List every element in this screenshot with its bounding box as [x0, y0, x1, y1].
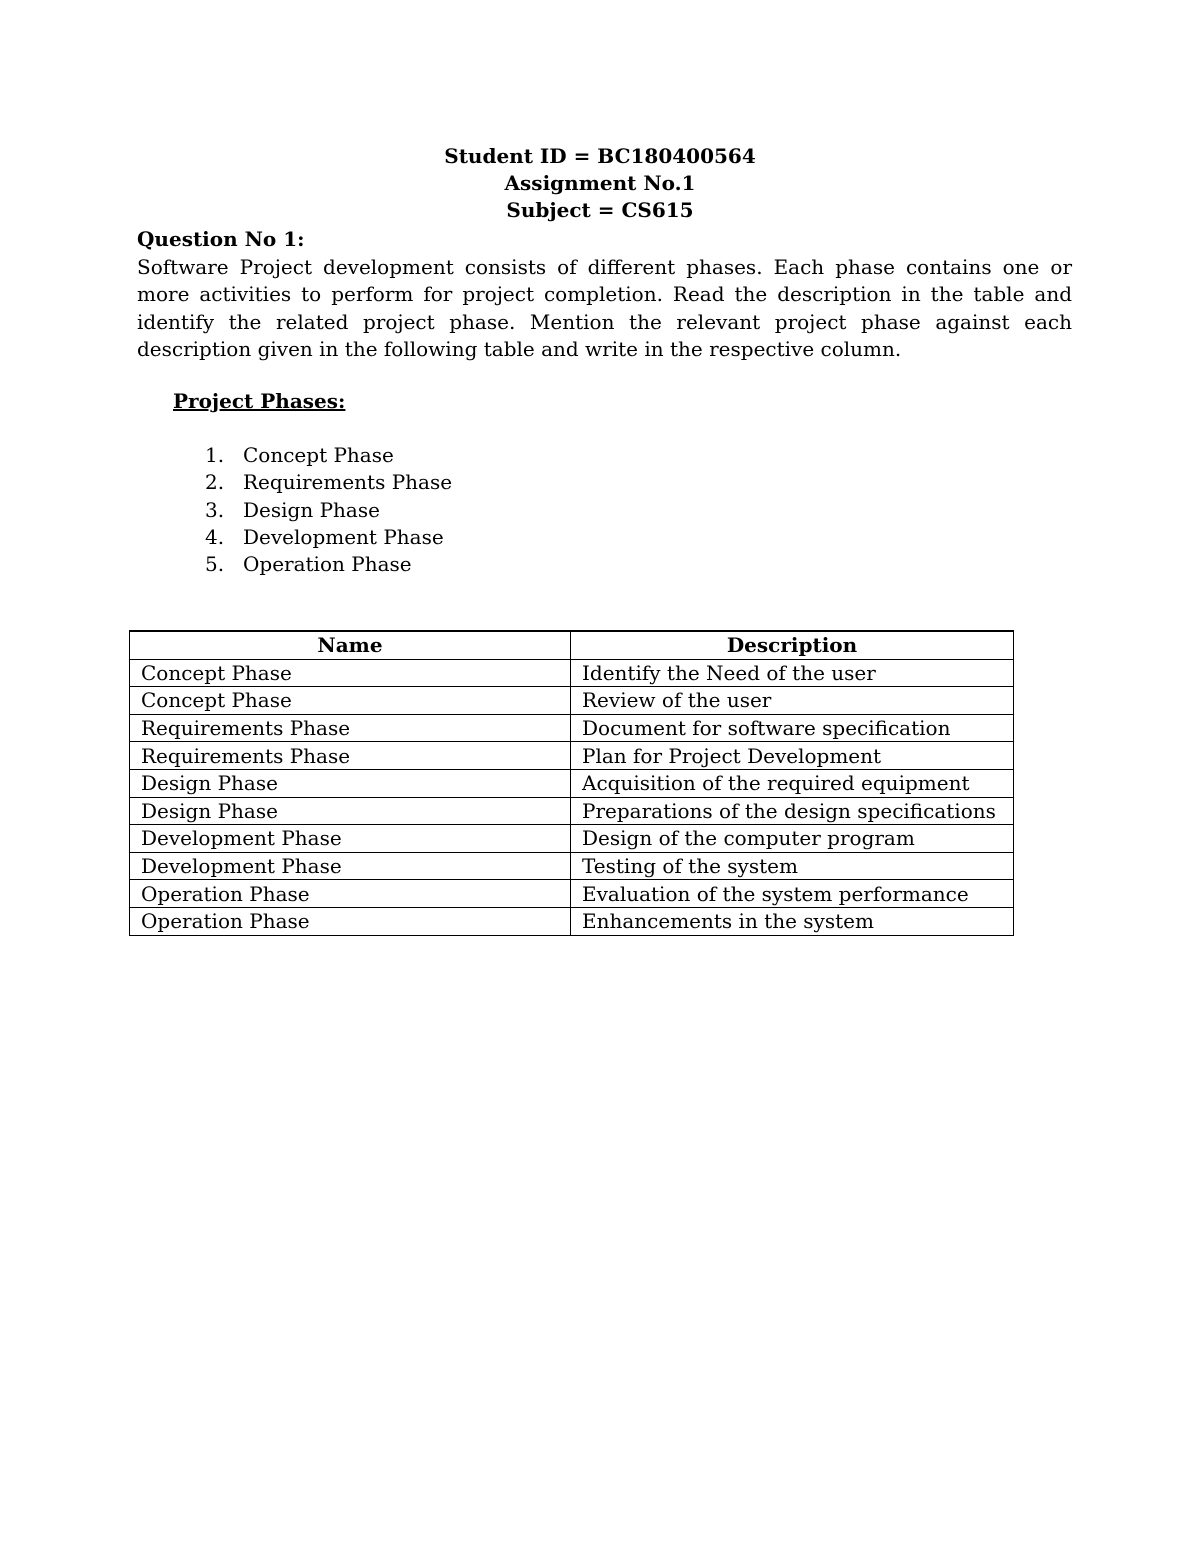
table-row: [130, 797, 1014, 825]
cell-description: Enhancements in the system: [571, 907, 1014, 935]
list-item-number: 5.: [205, 552, 225, 577]
cell-description: Document for software specification: [571, 714, 1014, 742]
list-item-number: 4.: [205, 524, 225, 549]
cell-name: Development Phase: [130, 825, 571, 853]
cell-name: Concept Phase: [130, 687, 571, 715]
table-row: [130, 714, 1014, 742]
cell-description: Preparations of the design specifications: [571, 797, 1014, 825]
cell-description: Identify the Need of the user: [571, 659, 1014, 687]
cell-name: Requirements Phase: [130, 714, 571, 742]
document-header: [0, 143, 1200, 224]
list-item-number: 2.: [205, 470, 225, 495]
table-row: [130, 659, 1014, 687]
list-item-number: 1.: [205, 443, 225, 467]
project-phases-title: Project Phases:: [173, 389, 346, 413]
column-header-description: Description: [571, 631, 1014, 659]
list-item-label: Development Phase: [243, 524, 444, 549]
table-row: [130, 907, 1014, 935]
column-header-name: Name: [130, 631, 571, 659]
cell-name: Development Phase: [130, 852, 571, 880]
table-row: [130, 687, 1014, 715]
cell-description: Plan for Project Development: [571, 742, 1014, 770]
list-item-label: Design Phase: [243, 497, 380, 522]
list-item-number: 3.: [205, 497, 225, 522]
question-section: [137, 226, 1072, 364]
cell-description: Review of the user: [571, 687, 1014, 715]
table-row: [130, 825, 1014, 853]
cell-name: Requirements Phase: [130, 742, 571, 770]
table-row: [130, 742, 1014, 770]
subject-line: Subject = CS615: [506, 198, 694, 222]
question-body: Software Project development consists of different phases. Each phase contains one or more activities to perform for project completion. Read the description in the table and identify the related project phase. Mention the relevant project phase against each description given in the following table and write in the respective column.: [137, 254, 1072, 361]
cell-description: Acquisition of the required equipment: [571, 769, 1014, 797]
question-title: Question No 1:: [137, 227, 305, 251]
cell-name: Operation Phase: [130, 907, 571, 935]
phase-description-table: [129, 630, 1014, 936]
cell-name: Operation Phase: [130, 880, 571, 908]
cell-description: Evaluation of the system performance: [571, 880, 1014, 908]
table-row: [130, 852, 1014, 880]
list-item-label: Requirements Phase: [243, 470, 453, 495]
table-row: [130, 769, 1014, 797]
student-id-line: Student ID = BC180400564: [444, 144, 756, 168]
cell-name: Concept Phase: [130, 659, 571, 687]
list-item-label: Operation Phase: [243, 552, 412, 577]
cell-name: Design Phase: [130, 797, 571, 825]
assignment-line: Assignment No.1: [504, 171, 696, 195]
table-row: [130, 880, 1014, 908]
table-header-row: [130, 631, 1014, 659]
cell-description: Design of the computer program: [571, 825, 1014, 853]
cell-name: Design Phase: [130, 769, 571, 797]
cell-description: Testing of the system: [571, 852, 1014, 880]
list-item-label: Concept Phase: [243, 443, 394, 467]
